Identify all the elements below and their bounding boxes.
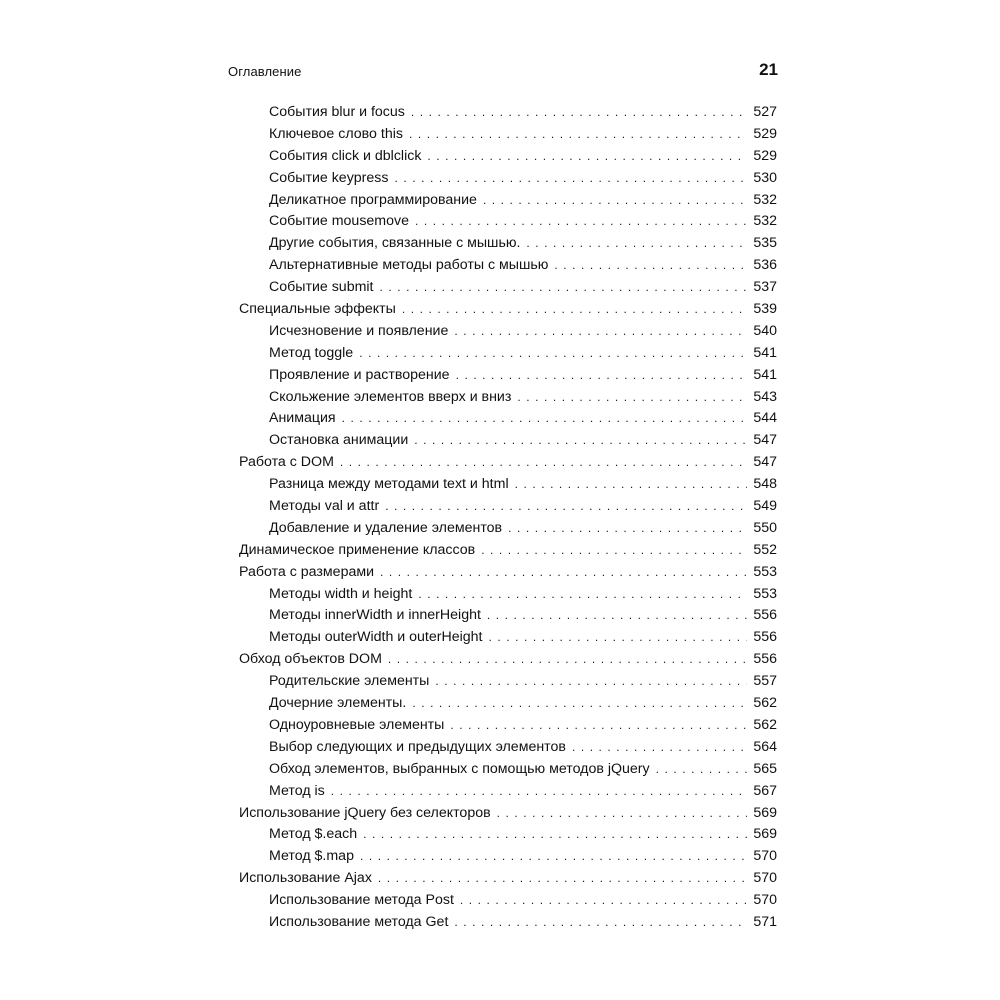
toc-subsection-entry [239,408,777,430]
dot-leader [435,671,747,693]
toc-subsection-entry [239,584,777,606]
toc-entry-page: 552 [753,541,777,558]
toc-entry-page: 556 [753,629,777,646]
toc-section-entry [239,452,777,474]
toc-entry-title: Родительские элементы [269,673,430,690]
toc-entry-title: Одноуровневые элементы [269,716,445,733]
page-number: 21 [759,60,778,79]
toc-entry-title: Метод $.map [269,848,354,865]
toc-entry-page: 571 [753,913,777,930]
toc-subsection-entry [239,627,777,649]
toc-entry-page: 547 [753,432,777,449]
toc-subsection-entry [239,496,777,518]
toc-entry-page: 549 [753,498,777,515]
toc-entry-title: Работа с DOM [239,454,334,471]
dot-leader [363,824,747,846]
toc-entry-title: Альтернативные методы работы с мышью [269,257,549,274]
toc-subsection-entry [239,693,777,715]
toc-entry-title: Дочерние элементы. [269,695,407,712]
dot-leader [378,868,747,890]
dot-leader [572,737,747,759]
toc-subsection-entry [239,233,777,255]
toc-entry-title: Методы outerWidth и outerHeight [269,629,483,646]
section-title: Оглавление [228,64,302,79]
dot-leader [515,474,747,496]
toc-entry-title: Методы innerWidth и innerHeight [269,607,481,624]
dot-leader [497,803,747,825]
toc-entry-title: Обход элементов, выбранных с помощью методов jQuery [269,760,650,777]
toc-entry-title: Событие keypress [269,169,389,186]
dot-leader [385,496,747,518]
toc-entry-page: 532 [753,191,777,208]
toc-entry-title: Специальные эффекты [239,301,396,318]
toc-entry-title: Работа с размерами [239,563,375,580]
toc-section-entry [239,540,777,562]
toc-entry-title: Другие события, связанные с мышью. [269,235,521,252]
toc-subsection-entry [239,146,777,168]
toc-subsection-entry [239,255,777,277]
toc-section-entry [239,562,777,584]
toc-subsection-entry [239,846,777,868]
toc-section-entry [239,299,777,321]
toc-subsection-entry [239,190,777,212]
running-head [228,60,778,84]
dot-leader [340,452,747,474]
toc-entry-page: 527 [753,104,777,120]
dot-leader [380,277,747,299]
toc-entry-page: 562 [753,716,777,733]
toc-entry-page: 543 [753,388,777,405]
dot-leader [517,387,747,409]
table-of-contents [239,102,777,934]
dot-leader [456,365,747,387]
toc-section-entry [239,803,777,825]
toc-subsection-entry [239,605,777,627]
toc-entry-page: 550 [753,519,777,536]
toc-subsection-entry [239,124,777,146]
toc-entry-title: Обход объектов DOM [239,651,382,668]
toc-entry-title: Событие mousemove [269,213,409,230]
toc-entry-title: Методы val и attr [269,498,380,515]
toc-subsection-entry [239,737,777,759]
toc-entry-page: 553 [753,563,777,580]
toc-entry-title: Добавление и удаление элементов [269,519,503,536]
toc-entry-page: 547 [753,454,777,471]
toc-entry-title: Метод is [269,782,325,799]
toc-entry-title: Событие submit [269,279,374,296]
toc-entry-page: 535 [753,235,777,252]
dot-leader [487,605,747,627]
toc-entry-title: Методы width и height [269,585,413,602]
dot-leader [427,146,747,168]
dot-leader [656,759,747,781]
toc-entry-page: 539 [753,301,777,318]
toc-section-entry [239,868,777,890]
toc-subsection-entry [239,518,777,540]
toc-entry-title: Метод toggle [269,344,354,361]
dot-leader [409,124,747,146]
toc-entry-page: 532 [753,213,777,230]
toc-entry-title: Динамическое применение классов [239,541,476,558]
dot-leader [342,408,747,430]
toc-entry-title: Исчезновение и появление [269,322,449,339]
toc-subsection-entry [239,715,777,737]
toc-entry-title: Метод $.each [269,826,358,843]
dot-leader [454,321,747,343]
toc-entry-page: 544 [753,410,777,427]
toc-subsection-entry [239,890,777,912]
toc-entry-page: 548 [753,476,777,493]
toc-entry-title: Ключевое слово this [269,125,403,142]
toc-entry-page: 540 [753,322,777,339]
toc-entry-page: 529 [753,125,777,142]
dot-leader [359,343,747,365]
toc-entry-page: 556 [753,607,777,624]
toc-entry-page: 557 [753,673,777,690]
toc-subsection-entry [239,277,777,299]
toc-subsection-entry [239,671,777,693]
dot-leader [411,102,747,124]
toc-entry-page: 564 [753,738,777,755]
dot-leader [395,168,748,190]
toc-subsection-entry [239,343,777,365]
toc-subsection-entry [239,781,777,803]
dot-leader [331,781,747,803]
dot-leader [554,255,747,277]
toc-subsection-entry [239,430,777,452]
toc-entry-page: 570 [753,848,777,865]
toc-entry-page: 570 [753,870,777,887]
toc-entry-title: События click и dblclick [269,147,422,164]
toc-subsection-entry [239,474,777,496]
toc-entry-page: 541 [753,344,777,361]
toc-entry-title: Скольжение элементов вверх и вниз [269,388,512,405]
toc-subsection-entry [239,365,777,387]
toc-entry-page: 536 [753,257,777,274]
toc-entry-title: Разница между методами text и html [269,476,509,493]
dot-leader [454,912,747,934]
toc-entry-title: События blur и focus [269,104,405,120]
toc-entry-page: 529 [753,147,777,164]
dot-leader [481,540,747,562]
toc-entry-page: 530 [753,169,777,186]
dot-leader [483,190,747,212]
toc-subsection-entry [239,912,777,934]
toc-entry-title: Деликатное программирование [269,191,477,208]
toc-entry-title: Остановка анимации [269,432,409,449]
dot-leader [415,211,747,233]
toc-entry-page: 562 [753,695,777,712]
toc-subsection-entry [239,102,777,124]
dot-leader [418,584,747,606]
dot-leader [526,233,747,255]
toc-entry-page: 553 [753,585,777,602]
dot-leader [460,890,747,912]
toc-entry-page: 565 [753,760,777,777]
toc-subsection-entry [239,321,777,343]
toc-entry-page: 570 [753,892,777,909]
toc-entry-title: Проявление и растворение [269,366,450,383]
dot-leader [380,562,747,584]
dot-leader [508,518,747,540]
toc-entry-page: 541 [753,366,777,383]
dot-leader [360,846,747,868]
toc-entry-page: 537 [753,279,777,296]
toc-entry-title: Использование jQuery без селекторов [239,804,491,821]
toc-entry-title: Выбор следующих и предыдущих элементов [269,738,566,755]
dot-leader [412,693,747,715]
toc-entry-page: 569 [753,804,777,821]
toc-entry-page: 556 [753,651,777,668]
toc-subsection-entry [239,387,777,409]
toc-subsection-entry [239,168,777,190]
dot-leader [402,299,747,321]
dot-leader [414,430,747,452]
toc-entry-title: Использование метода Get [269,913,449,930]
toc-subsection-entry [239,759,777,781]
toc-subsection-entry [239,211,777,233]
dot-leader [388,649,747,671]
dot-leader [450,715,747,737]
toc-entry-title: Использование метода Post [269,892,454,909]
toc-subsection-entry [239,824,777,846]
toc-entry-page: 569 [753,826,777,843]
dot-leader [489,627,748,649]
toc-entry-title: Использование Ajax [239,870,372,887]
toc-entry-title: Анимация [269,410,336,427]
toc-entry-page: 567 [753,782,777,799]
toc-section-entry [239,649,777,671]
